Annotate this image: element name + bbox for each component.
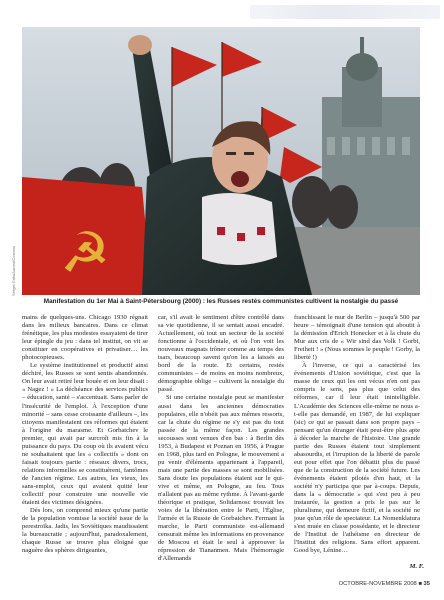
article-photo <box>22 27 420 295</box>
photo-credit: Sergei Grits/Aurora/Cosmos <box>11 245 16 296</box>
running-header-bar <box>250 5 440 19</box>
paragraph: À l'inverse, ce qui a caractérisé les événements d'Union soviétique, c'est que la masse de ceux qui les ont vécus n'en ont pas compris le sens, pas plus que celui des réformes, car il leur était inintelligible. L'Académie des Sciences elle-même ne nous a-t-elle pas demandé, en 1987, de lui expliquer (sic) ce qui se passait dans son propre pays – pensant qu'un étranger était peut-être plus apte à décoder la marche de l'histoire. Une grande partie des Russes étaient tout simplement abasourdis, et l'irruption de la liberté de parole eut pour effet que l'on débattit plus du passé que de la construction de la société future. Les événements étaient pilotés d'en haut, et la société n'y participa que par à-coups. Depuis, dans la « démocratie » qui s'est peu à peu instaurée, la gestion a pris le pas sur le pluralisme, qui demeure fictif, et la société ne joue qu'un rôle de spectateur. La Nomenklatura s'est muée en classe possédante, et le directeur de l'Institut de l'athéisme en directeur de l'Institut des religions. Sans effort apparent. Good bye, Lénine… <box>294 362 420 555</box>
hammer-sickle-icon: ☭ <box>60 221 111 286</box>
text-column-2 <box>158 314 284 572</box>
paragraph: franchissant le mur de Berlin – jusqu'à 500 par heure – témoignait d'une tension qui aboutit à la démission d'Erich Honecker et à la chute du Mur aux cris de « Wir sind das Volk ! Gorbi, Freiheit ! » (Nous sommes le peuple ! Gorby, la liberté !) <box>294 314 420 362</box>
page-footer <box>310 581 430 587</box>
paragraph: Le système institutionnel et productif ainsi déchiré, les Russes se sont sentis abandonnés. On leur avait retiré leur bouée et on leur disait : « Nagez ! » La déchéance des services publics – éducation, santé – s'accentuait. Sans parler de l'insécurité de l'emploi. À l'exception d'une minorité – sans cesse croissante d'ailleurs –, les citoyens manifestaient ces réformes qui étaient à l'origine du marasme. Et Gorbatchev le premier, qui avait par surcroît mis fin à la puissance du pays. Du coup où ils avaient vécu ne souhaitaient que les « collectifs » dont on faisait toujours partie : réseaux divers, trocs, relations informelles se constituèrent, fantômes de l'ancien régime. Les autres, les vieux, les sans-emploi, ceux qui avaient quitté leur collectif pour construire une nouvelle vie étaient des victimes désignées. <box>22 362 148 507</box>
photo-demonstration-icon <box>22 27 420 295</box>
photo-caption: Manifestation du 1er Mai à Saint-Pétersbourg (2000) : les Russes restés communistes cultivent la nostalgie du passé <box>43 298 399 305</box>
author-signature: M. F. <box>409 563 424 570</box>
running-header-faded <box>250 2 440 24</box>
text-column-3 <box>294 314 420 572</box>
issue-date: OCTOBRE-NOVEMBRE 2008 <box>338 581 417 587</box>
paragraph: Si une certaine nostalgie peut se manifester aussi dans les anciennes démocraties populaires, elle n'obéit pas aux mêmes ressorts, car la chute du régime ne s'y est pas du tout passée de la même façon. Les grandes secousses sont venues d'en bas : à Berlin dès 1953, à Budapest et Poznan en 1956, à Prague en 1968, plus tard en Pologne, le mouvement a pu venir d'éléments appartenant à l'appareil, mais une partie des masses se sont mobilisées. Sans doute les populations étaient sur le qui-vive et même, en Pologne, au feu. Tous n'allaient pas au même rythme. À l'avant-garde théorique et pratique, Solidarnosc trouvait les voies de la libération entre le Parti, l'Église, l'armée et la Russie de Gorbatchev. Fermant la marche, le Parti communiste est-allemand censurait même les informations en provenance de Moscou et était le seul à approuver la répression de Tiananmen. Mais l'hémorragie d'Allemands <box>158 394 284 563</box>
page-number: 35 <box>423 581 430 587</box>
paragraph: car, s'il avait le sentiment d'être contrôlé dans sa vie quotidienne, il se sentait aussi encadré. Actuellement, où tout un secteur de la société fonctionne à l'occidentale, et où l'on voit les nouveaux magnats trôner comme au temps des tsars, beaucoup savent qu'on les a laissés au bord de la route. Et certains, restés communistes – de moins en moins nombreux, démographie oblige – cultivent la nostalgie du passé. <box>158 314 284 394</box>
paragraph: mains de quelques-uns. Chicago 1930 régnait dans les milieux bancaires. Dans ce climat frénétique, les plus modestes essayaient de tirer leur épingle du jeu : dans tel institut, on vit se constituer en coopératives et privatiser… les photocopieuses. <box>22 314 148 362</box>
footer-bullet: ■ <box>418 581 422 587</box>
text-column-1 <box>22 314 148 572</box>
paragraph: Dès lors, on comprend mieux qu'une partie de la population vomisse la société issue de la perestroïka. Jadis, les Soviétiques maudissaient la bureaucratie ; aujourd'hui, paradoxalement, chaque Russe se trouve plus éloigné que naguère des sphères dirigeantes, <box>22 507 148 555</box>
